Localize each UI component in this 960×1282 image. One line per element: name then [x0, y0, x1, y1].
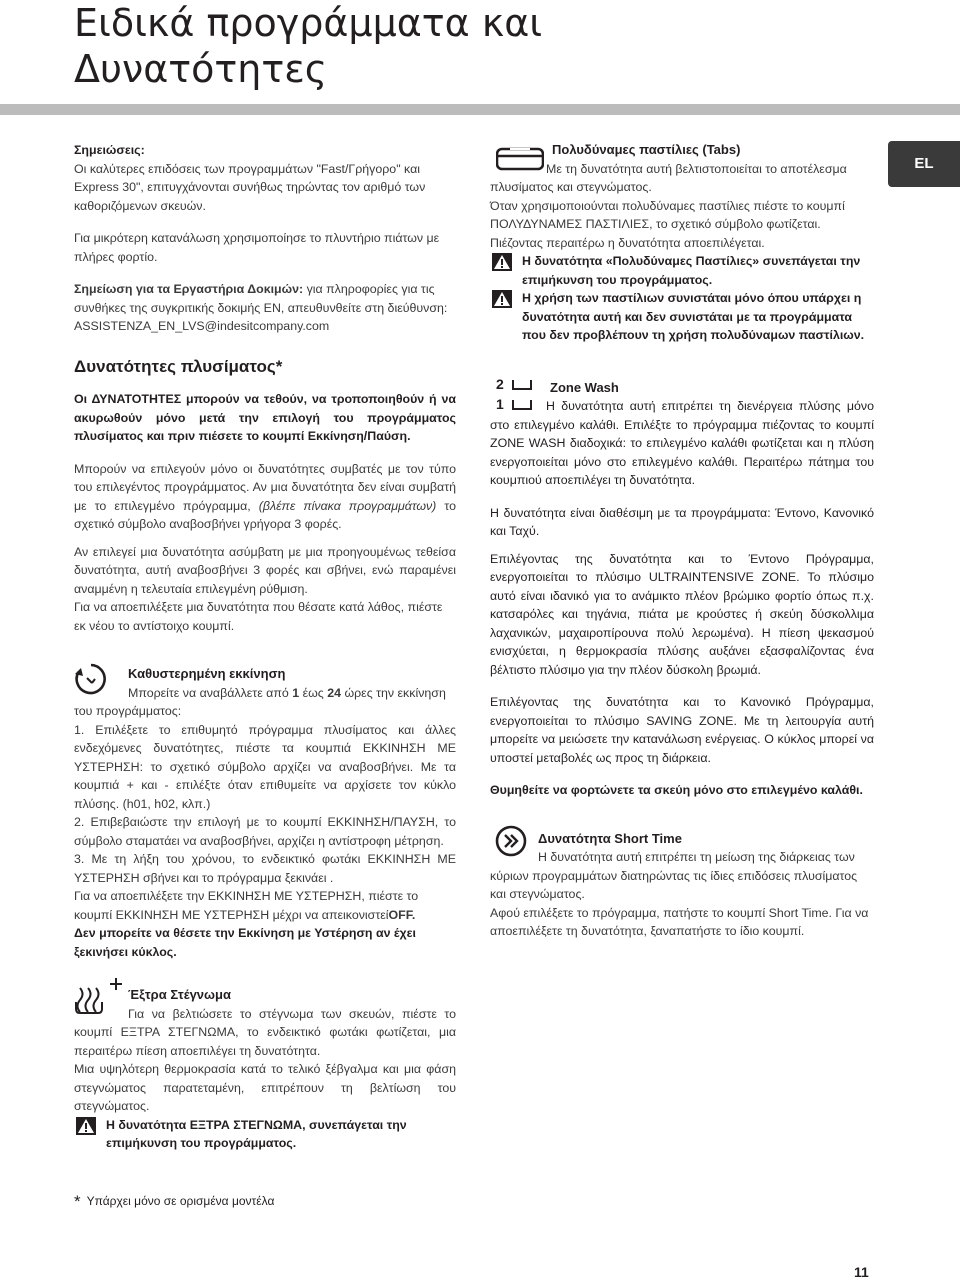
tabs-paragraph-1: Με τη δυνατότητα αυτή βελτιστοποιείται το αποτέλεσμα πλυσίματος και στεγνώματος. — [490, 161, 847, 194]
zone-wash-basket-icons — [496, 375, 540, 417]
short-time-icon — [494, 824, 528, 858]
footnote — [74, 1192, 274, 1212]
extra-dry-paragraph-2: Μια υψηλότερη θερμοκρασία κατά το τελικό ξέβγαλμα και μια φάση στεγνώματος παρατεταμένη, επιτρέπουν τη βελτίωση του στεγνώματος. — [74, 1062, 456, 1113]
title-rule — [0, 104, 960, 115]
page-title-line-2: Δυνατότητες — [74, 47, 328, 91]
options-paragraph-3: Για να αποεπιλέξετε μια δυνατότητα που θέσατε κατά λάθος, πιέστε εκ νέου το αντίστοιχο κουμπί. — [74, 600, 443, 633]
tabs-warning-2-text: Η χρήση των παστίλιων συνιστάται μόνο όπου υπάρχει η δυνατότητα αυτή και δεν συνιστάται με τα προγράμματα που δεν προβλέπουν τη χρήση πολυδύναμων παστίλιων. — [522, 291, 865, 342]
delay-warning: Δεν μπορείτε να θέσετε την Εκκίνηση με Υστέρηση αν έχει ξεκινήσει κύκλος. — [74, 926, 416, 959]
page-number: 11 — [854, 1264, 869, 1280]
tabs-warning-2 — [490, 289, 874, 345]
delay-off-label: OFF. — [388, 907, 416, 922]
options-bold-intro: Οι ΔΥΝΑΤΟΤΗΤΕΣ μπορούν να τεθούν, να τροποποιηθούν ή να ακυρωθούν μόνο μετά την επιλογή του προγράμματος πλυσίματος και πριν πιέσετε το κουμπί Εκκίνηση/Παύση. — [74, 392, 456, 443]
tabs-title: Πολυδύναμες παστίλιες (Tabs) — [552, 142, 741, 157]
extra-dry-paragraph-1: Για να βελτιώσετε το στέγνωμα των σκευών, πιέστε το κουμπί ΕΞΤΡΑ ΣΤΕΓΝΩΜΑ, το ενδεικτικό φωτάκι φωτίζεται, μια περαιτέρω πίεση αποεπιλέγει τη δυνατότητα. — [74, 1006, 456, 1058]
upper-basket-number: 2 — [496, 375, 504, 392]
notes-text-2: Για μικρότερη κατανάλωση χρησιμοποίησε το πλυντήριο πιάτων με πλήρες φορτίο. — [74, 231, 440, 264]
zone-wash-bold-note: Θυμηθείτε να φορτώνετε τα σκεύη μόνο στο επιλεγμένο καλάθι. — [490, 783, 863, 797]
program-table-reference: (βλέπε πίνακα προγραμμάτων) — [258, 498, 437, 513]
zone-wash-paragraph-2: Η δυνατότητα είναι διαθέσιμη με τα προγράμματα: Έντονο, Κανονικό και Ταχύ. — [490, 505, 874, 538]
zone-wash-section — [490, 375, 874, 800]
footnote-asterisk: * — [74, 1192, 81, 1211]
notes-text-1: Οι καλύτερες επιδόσεις των προγραμμάτων "Fast/Γρήγορο" και Express 30", επιτυγχάνονται συνήθως τηρώντας τον αριθμό των καθοριζόμενων σκευών. — [74, 161, 426, 213]
zone-wash-paragraph-4: Επιλέγοντας της δυνατότητα και το Κανονικό Πρόγραμμα, ενεργοποιείται το πλύσιμο SAVING ZONE. Με τη λειτουργία αυτή μπορείτε να μειώσετε την κατανάλωση ενέργειας. Ο κύκλος μπορεί να υποστεί μεταβολές ως προς τη διάρκεια. — [490, 695, 874, 765]
tabs-section — [490, 141, 874, 345]
lab-note — [74, 280, 456, 336]
lower-basket-icon — [512, 399, 532, 411]
zone-wash-p1-b: Επιλέξτε το πρόγραμμα πιέζοντας το κουμπί ZONE WASH διαδοχικά: το επιλεγμένο καλάθι φωτίζεται και η πλύση ενεργοποιείται μόνο στο επιλεγμένο καλάθι. Περαιτέρω πάτημα του κουμπιού αποεπιλέγει τη δυνατότητα. — [490, 417, 874, 487]
tabs-warning-1-text: Η δυνατότητα «Πολυδύναμες Παστίλιες» συνεπάγεται την επιμήκυνση του προγράμματος. — [522, 254, 861, 287]
tablet-box-icon — [496, 145, 544, 171]
delay-intro — [74, 684, 456, 721]
delay-intro-b: έως — [302, 685, 324, 700]
zone-wash-title: Zone Wash — [550, 379, 619, 395]
delay-title: Καθυστερημένη εκκίνηση — [128, 666, 286, 681]
extra-dry-warning-text: Η δυνατότητα ΕΞΤΡΑ ΣΤΕΓΝΩΜΑ, συνεπάγεται την επιμήκυνση του προγράμματος. — [106, 1117, 407, 1150]
short-time-paragraph-2: Αφού επιλέξετε το πρόγραμμα, πατήστε το κουμπί Short Time. Για να αποεπιλέξετε τη δυνατότητα, ξαναπατήστε το ίδιο κουμπί. — [490, 905, 869, 938]
short-time-paragraph-1: Η δυνατότητα αυτή επιτρέπει τη μείωση της διάρκειας των κύριων προγραμμάτων διατηρώντας τις ίδιες επιδόσεις πλυσίματος και στεγνώματος. — [490, 850, 858, 901]
options-heading: Δυνατότητες πλυσίματος* — [74, 356, 283, 376]
upper-basket-icon — [512, 379, 532, 391]
extra-dry-warning — [74, 1116, 456, 1153]
options-p1-c: το σχετικό σύμβολο αναβοσβήνει γρήγορα 3 φορές. — [74, 498, 456, 531]
delay-max-hours: 24 — [327, 685, 341, 700]
delay-step-3: 3. Με τη λήξη του χρόνου, το ενδεικτικό φωτάκι ΕΚΚΙΝΗΣΗ ΜΕ ΥΣΤΕΡΗΣΗ σβήνει και το πρόγραμμα ξεκινάει . — [74, 852, 456, 885]
page-title-line-1: Ειδικά προγράμματα και — [74, 1, 543, 45]
zone-wash-p1-a: Η δυνατότητα αυτή επιτρέπει τη διενέργεια πλύσης μόνο στο επιλεγμένο καλάθι. — [490, 399, 874, 432]
notes-heading: Σημειώσεις: — [74, 143, 145, 157]
options-paragraph-2: Αν επιλεγεί μια δυνατότητα ασύμβατη με μια προηγουμένως τεθείσα δυνατότητα, αυτή αναβοσβήνει 3 φορές και σβήνει, ενώ παραμένει αναμμένη η τελευταία επιλεγμένη ρύθμιση. — [74, 544, 456, 596]
extra-dry-section — [74, 986, 456, 1153]
right-column — [490, 141, 874, 941]
short-time-title: Δυνατότητα Short Time — [538, 830, 682, 846]
lower-basket-number: 1 — [496, 395, 504, 412]
delay-step-1: 1. Επιλέξετε το επιθυμητό πρόγραμμα πλυσίματος και άλλες ενδεχόμενες δυνατότητες, πιέστε τα κουμπιά ΕΚΚΙΝΗΣΗ ΜΕ ΥΣΤΕΡΗΣΗ: το σχετικό σύμβολο αρχίζει να αναβοσβήνει. Με τα κουμπιά + και - επιλέξτε όταν επιθυμείτε να αρχίσετε τον κύκλο πλύσης. (h01, h02, κλπ.) — [74, 722, 456, 811]
delay-section — [74, 665, 456, 684]
tabs-paragraph-2: Όταν χρησιμοποιούνται πολυδύναμες παστίλιες πιέστε το κουμπί ΠΟΛΥΔΥΝΑΜΕΣ ΠΑΣΤΙΛΙΕΣ, το σχετικό σύμβολο φωτίζεται. Πιέζοντας περαιτέρω η δυνατότητα αποεπιλέγεται. — [490, 198, 845, 250]
language-tab: EL — [888, 141, 960, 187]
options-paragraph-1 — [74, 460, 456, 534]
warning-icon — [492, 253, 512, 271]
tabs-warning-1 — [490, 252, 874, 289]
short-time-section — [490, 830, 874, 941]
left-column — [74, 141, 456, 961]
options-p1-b: Αν μια δυνατότητα δεν είναι συμβατή με το επιλεγμένο πρόγραμμα, — [74, 480, 456, 513]
lab-note-label: Σημείωση για τα Εργαστήρια Δοκιμών: — [74, 282, 304, 296]
delay-cancel-text: Για να αποεπιλέξετε την ΕΚΚΙΝΗΣΗ ΜΕ ΥΣΤΕΡΗΣΗ, πιέστε το κουμπί ΕΚΚΙΝΗΣΗ ΜΕ ΥΣΤΕΡΗΣΗ μέχρι να απεικονιστεί — [74, 889, 419, 922]
warning-icon — [492, 290, 512, 308]
zone-wash-paragraph-1 — [490, 397, 874, 490]
extra-dry-title: Έξτρα Στέγνωμα — [128, 987, 231, 1002]
delay-min-hours: 1 — [292, 685, 300, 700]
delay-intro-a: Μπορείτε να αναβάλλετε από — [128, 685, 289, 700]
footnote-text: Υπάρχει μόνο σε ορισμένα μοντέλα — [86, 1194, 275, 1208]
extra-dry-icon — [74, 978, 126, 1016]
delay-step-2: 2. Επιβεβαιώστε την επιλογή με το κουμπί ΕΚΚΙΝΗΣΗ/ΠΑΥΣΗ, το σύμβολο σταματάει να αναβοσβήνει, αρχίζει η αντίστροφη μέτρηση. — [74, 815, 456, 848]
options-p1-a: Μπορούν να επιλεγούν μόνο οι δυνατότητες συμβατές με τον τύπο του επιλεγέντος προγράμματος. — [74, 461, 456, 494]
zone-wash-paragraph-3: Επιλέγοντας της δυνατότητα και το Έντονο Πρόγραμμα, ενεργοποιείται το πλύσιμο ULTRAINTENSIVE ZONE. Το πλύσιμο αυτό είναι ιδανικό για το ανάμικτο πλέον βρώμικο φορτίο όπως π.χ. κατσαρόλες και τηγάνια, πιάτα με κρούστες ή σκεύη δύσκολλιμα λαχανικών, μαχαιροπίρουνα πολύ λερωμένα). Η πίεση ψεκασμού ενισχύεται, η θερμοκρασία πλύσης αυξάνει εξασφαλίζοντας ένα βέλτιστο πλύσιμο για την πλέον δύσκολη βρωμιά. — [490, 551, 874, 677]
warning-icon — [76, 1117, 96, 1135]
lab-note-text: για πληροφορίες για τις συνθήκες της συγκριτικής δοκιμής EN, απευθυνθείτε στη διεύθυνση: ASSISTENZA_EN_LVS@indesitcompany.com — [74, 282, 448, 333]
delay-intro-c: ώρες την εκκίνηση του προγράμματος: — [74, 685, 446, 718]
delay-cancel — [74, 887, 456, 924]
page-title — [74, 0, 894, 92]
delay-timer-icon — [74, 661, 108, 697]
